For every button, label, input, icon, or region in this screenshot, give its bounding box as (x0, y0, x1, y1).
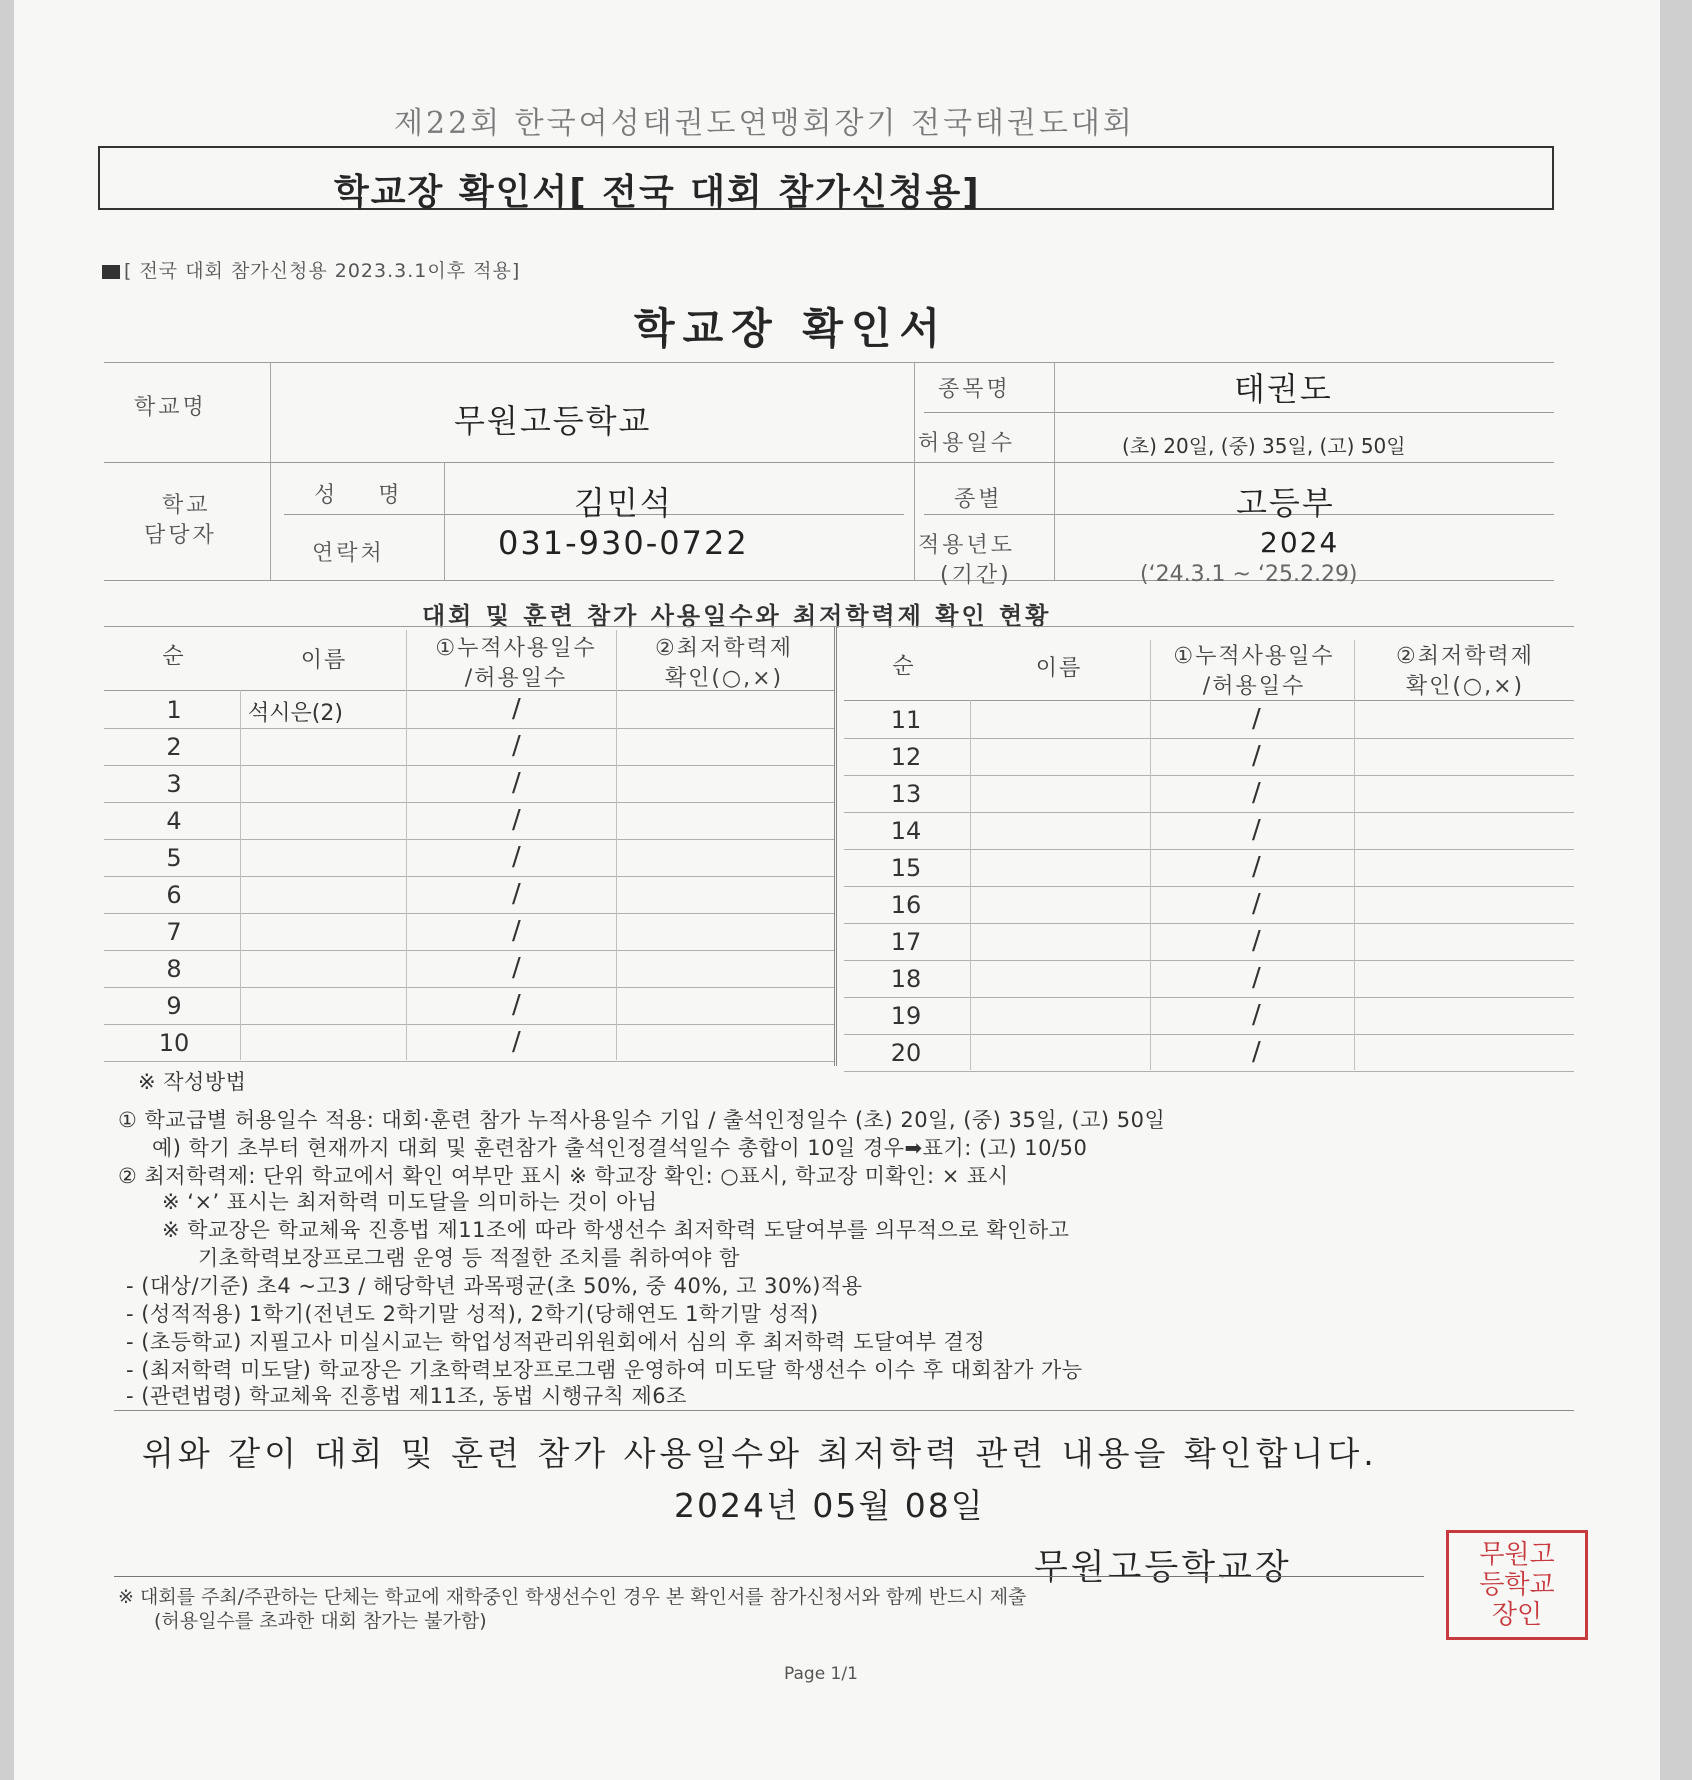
column-divider (1150, 640, 1151, 1070)
info-divider (444, 462, 445, 580)
row-number: 9 (166, 992, 182, 1020)
info-rule (104, 362, 1554, 363)
col-days-header (416, 634, 616, 694)
athlete-name: 석시은(2) (248, 701, 343, 726)
row-number: 16 (890, 891, 922, 919)
row-rule (844, 923, 1574, 924)
row-number: 2 (166, 733, 182, 761)
square-bullet-icon (102, 265, 120, 279)
applicability-note (102, 256, 520, 283)
event-value: 태권도 (1234, 370, 1333, 408)
days-slash: / (1252, 1037, 1261, 1067)
row-number: 5 (166, 844, 182, 872)
row-rule (104, 1061, 834, 1062)
year-value: 2024 (1260, 526, 1340, 559)
allowed-days-value: (초) 20일, (중) 35일, (고) 50일 (1122, 434, 1406, 458)
col-min-header-right (1360, 642, 1570, 702)
instruction-line: - (최저학력 미도달) 학교장은 기초학력보장프로그램 운영하여 미도달 학생선수 이수 후 대회참가 가능 (126, 1358, 1083, 1382)
school-value: 무원고등학교 (454, 402, 652, 440)
page-number: Page 1/1 (784, 1664, 858, 1684)
row-number: 19 (890, 1002, 922, 1030)
column-divider (406, 630, 407, 1060)
col-min-header-right-line1: ②최저학력제 (1396, 644, 1534, 669)
row-number: 6 (166, 881, 182, 909)
row-rule (844, 1071, 1574, 1072)
column-divider (240, 690, 241, 1060)
row-number: 18 (890, 965, 922, 993)
row-number: 8 (166, 955, 182, 983)
row-number: 17 (890, 928, 922, 956)
column-divider (1354, 640, 1355, 1070)
row-number: 4 (166, 807, 182, 835)
days-slash: / (1252, 1000, 1261, 1030)
row-number: 13 (890, 780, 922, 808)
allowed-days-label: 허용일수 (918, 431, 1016, 456)
main-title: 학교장 확인서 (634, 304, 949, 353)
row-number: 1 (166, 696, 182, 724)
info-rule (924, 412, 1554, 413)
days-slash: / (1252, 704, 1261, 734)
days-slash: / (512, 879, 521, 909)
days-slash: / (1252, 852, 1261, 882)
col-seq-header: 순 (162, 644, 186, 669)
days-slash: / (512, 768, 521, 798)
year-label-2: (기간) (940, 563, 1012, 588)
instruction-line: ※ 학교장은 학교체육 진흥법 제11조에 따라 학생선수 최저학력 도달여부를 의무적으로 확인하고 (162, 1218, 1070, 1242)
event-label: 종목명 (938, 377, 1011, 402)
row-rule (844, 775, 1574, 776)
issue-date: 2024년 05월 08일 (674, 1486, 985, 1525)
row-rule (844, 849, 1574, 850)
col-days-header-right-line2: /허용일수 (1202, 674, 1306, 699)
days-slash: / (512, 694, 521, 724)
col-name-header: 이름 (300, 648, 348, 673)
year-label: 적용년도 (918, 533, 1016, 558)
instruction-line: - (초등학교) 지필고사 미실시교는 학업성적관리위원회에서 심의 후 최저학력 도달여부 결정 (126, 1330, 986, 1354)
info-rule (104, 462, 1554, 463)
instruction-line: ② 최저학력제: 단위 학교에서 확인 여부만 표시 ※ 학교장 확인: ○표시, 학교장 미확인: × 표시 (118, 1164, 1009, 1188)
instruction-line: ※ ‘×’ 표시는 최저학력 미도달을 의미하는 것이 아님 (162, 1190, 658, 1214)
roster-center-divider (834, 626, 837, 1066)
info-divider (1054, 362, 1055, 580)
row-rule (104, 1024, 834, 1025)
manager-label-2: 담당자 (144, 523, 217, 548)
col-name-header-right: 이름 (1035, 656, 1083, 681)
col-days-header-right (1154, 642, 1354, 702)
instructions-rule (114, 1410, 1574, 1411)
footer-note-2: (허용일수를 초과한 대회 참가는 불가함) (154, 1610, 487, 1632)
manager-name: 김민석 (574, 484, 673, 522)
row-rule (104, 876, 834, 877)
manager-label: 학교 (162, 493, 211, 518)
instruction-line: 기초학력보장프로그램 운영 등 적절한 조치를 취하여야 함 (198, 1246, 740, 1270)
roster-rule (104, 626, 1574, 627)
days-slash: / (1252, 815, 1261, 845)
days-slash: / (512, 731, 521, 761)
row-rule (104, 987, 834, 988)
row-number: 14 (890, 817, 922, 845)
info-divider (270, 362, 271, 580)
col-min-header-right-line2: 확인(○,×) (1405, 674, 1525, 699)
row-rule (844, 812, 1574, 813)
days-slash: / (1252, 926, 1261, 956)
division-value: 고등부 (1236, 484, 1335, 522)
roster-caption: 대회 및 훈련 참가 사용일수와 최저학력제 확인 현황 (422, 602, 1052, 630)
instruction-line: - (대상/기준) 초4 ~고3 / 해당학년 과목평균(초 50%, 중 40%, 고 30%)적용 (126, 1274, 863, 1298)
instructions-heading: ※ 작성방법 (138, 1070, 247, 1094)
row-rule (844, 738, 1574, 739)
instruction-line: 예) 학기 초부터 현재까지 대회 및 훈련참가 출석인정결석일수 총합이 10일 경우➡표기: (고) 10/50 (152, 1136, 1088, 1160)
row-number: 20 (890, 1039, 922, 1067)
document-page (14, 0, 1660, 1780)
column-divider (616, 630, 617, 1060)
school-label: 학교명 (134, 395, 207, 420)
col-min-header (624, 634, 824, 694)
days-slash: / (1252, 778, 1261, 808)
contact-value: 031-930-0722 (498, 524, 749, 562)
row-rule (104, 728, 834, 729)
col-days-header-line2: /허용일수 (464, 666, 568, 691)
row-rule (104, 765, 834, 766)
row-number: 15 (890, 854, 922, 882)
row-rule (104, 839, 834, 840)
row-rule (844, 886, 1574, 887)
col-days-header-line1: ①누적사용일수 (435, 636, 597, 661)
footer-note: ※ 대회를 주최/주관하는 단체는 학교에 재학중인 학생선수인 경우 본 확인서를 참가신청서와 함께 반드시 제출 (118, 1586, 1027, 1608)
days-slash: / (512, 842, 521, 872)
days-slash: / (512, 990, 521, 1020)
days-slash: / (512, 1027, 521, 1057)
days-slash: / (512, 805, 521, 835)
row-rule (104, 802, 834, 803)
form-title: 학교장 확인서[ 전국 대회 참가신청용] (334, 172, 981, 213)
row-number: 3 (166, 770, 182, 798)
row-number: 12 (890, 743, 922, 771)
event-title: 제22회 한국여성태권도연맹회장기 전국태권도대회 (394, 106, 1135, 141)
row-number: 7 (166, 918, 182, 946)
row-number: 11 (890, 706, 922, 734)
division-label: 종별 (954, 487, 1003, 512)
days-slash: / (512, 953, 521, 983)
name-label: 성 명 (314, 483, 418, 508)
col-seq-header-right: 순 (892, 654, 916, 679)
col-days-header-right-line1: ①누적사용일수 (1173, 644, 1335, 669)
instruction-line: - (성적적용) 1학기(전년도 2학기말 성적), 2학기(당해연도 1학기말 성적) (126, 1302, 819, 1326)
row-rule (844, 960, 1574, 961)
row-rule (104, 913, 834, 914)
days-slash: / (1252, 741, 1261, 771)
info-divider (914, 362, 915, 580)
instruction-line: - (관련법령) 학교체육 진흥법 제11조, 동법 시행규칙 제6조 (126, 1384, 687, 1408)
column-divider (970, 700, 971, 1070)
applicability-note-text: [ 전국 대회 참가신청용 2023.3.1이후 적용] (124, 260, 521, 282)
row-number: 10 (158, 1029, 190, 1057)
confirmation-text: 위와 같이 대회 및 훈련 참가 사용일수와 최저학력 관련 내용을 확인합니다. (142, 1434, 1378, 1473)
days-slash: / (512, 916, 521, 946)
days-slash: / (1252, 889, 1261, 919)
footer-rule (114, 1576, 1424, 1577)
contact-label: 연락처 (312, 541, 385, 566)
seal-text: 무원고등학교장인 (1479, 1540, 1555, 1630)
row-rule (104, 950, 834, 951)
official-seal (1446, 1530, 1588, 1640)
instruction-line: ① 학교급별 허용일수 적용: 대회·훈련 참가 누적사용일수 기입 / 출석인정일수 (초) 20일, (중) 35일, (고) 50일 (118, 1108, 1166, 1132)
col-min-header-line1: ②최저학력제 (655, 636, 793, 661)
principal-name: 무원고등학교장 (1034, 1548, 1292, 1588)
row-rule (844, 997, 1574, 998)
days-slash: / (1252, 963, 1261, 993)
col-min-header-line2: 확인(○,×) (664, 666, 784, 691)
period-value: (‘24.3.1 ~ ‘25.2.29) (1140, 562, 1358, 587)
row-rule (844, 1034, 1574, 1035)
